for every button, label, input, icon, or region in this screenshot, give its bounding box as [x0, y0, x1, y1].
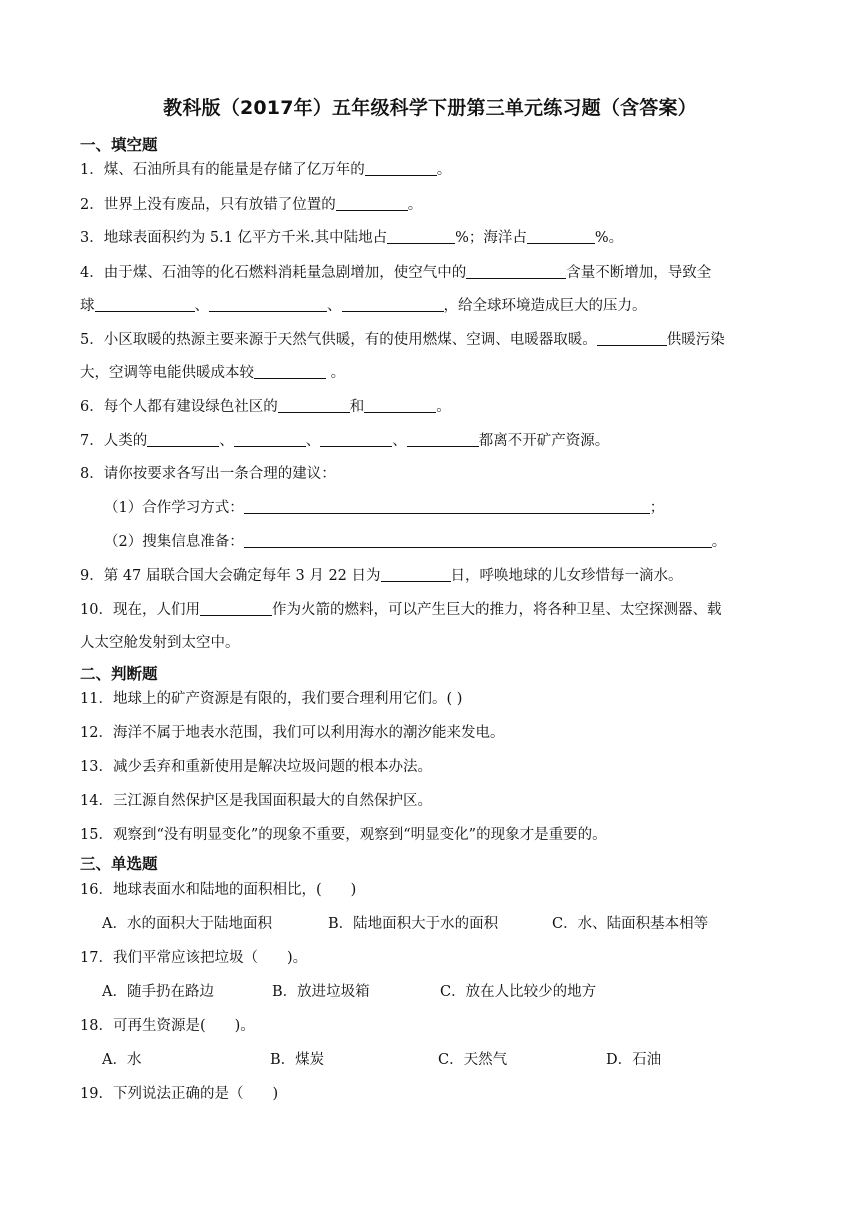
question-8: 8．请你按要求各写出一条合理的建议：	[80, 466, 336, 482]
answer-blank[interactable]	[244, 532, 712, 548]
question-10-line-1: 10．现在，人们用 作为火箭的燃料，可以产生巨大的推力，将各种卫星、太空探测器、载	[80, 602, 722, 618]
answer-blank[interactable]	[342, 296, 444, 312]
question-1: 1．煤、石油所具有的能量是存储了亿万年的 。	[80, 162, 452, 178]
answer-blank[interactable]	[200, 600, 272, 616]
answer-blank[interactable]	[365, 160, 437, 176]
question-7: 7．人类的 、 、 、 都离不开矿产资源。	[80, 433, 610, 449]
option-b[interactable]: B．煤炭	[270, 1052, 325, 1068]
question-18: 18．可再生资源是( )。	[80, 1018, 255, 1034]
question-8-item-1: （1）合作学习方式： ；	[104, 500, 665, 516]
question-6: 6．每个人都有建设绿色社区的 和 。	[80, 399, 451, 415]
answer-blank[interactable]	[320, 431, 392, 447]
option-a[interactable]: A．随手扔在路边	[102, 984, 214, 1000]
question-11: 11．地球上的矿产资源是有限的，我们要合理利用它们。( )	[80, 691, 463, 707]
question-13: 13．减少丢弃和重新使用是解决垃圾问题的根本办法。	[80, 759, 432, 775]
question-3: 3．地球表面积约为 5.1 亿平方千米.其中陆地占 %；海洋占 %。	[80, 230, 624, 246]
option-d[interactable]: D．石油	[606, 1052, 662, 1068]
question-4-line-1: 4．由于煤、石油等的化石燃料消耗量急剧增加，使空气中的 含量不断增加，导致全	[80, 265, 712, 281]
question-15: 15．观察到“没有明显变化”的现象不重要，观察到“明显变化”的现象才是重要的。	[80, 827, 607, 843]
answer-blank[interactable]	[244, 498, 650, 514]
answer-blank[interactable]	[407, 431, 479, 447]
question-4-line-2: 球 、 、 ，给全球环境造成巨大的压力。	[80, 298, 647, 314]
question-10-line-2: 人太空舱发射到太空中。	[80, 635, 240, 651]
option-a[interactable]: A．水的面积大于陆地面积	[102, 916, 272, 932]
answer-blank[interactable]	[387, 228, 455, 244]
answer-blank[interactable]	[364, 397, 436, 413]
question-5-line-2: 大，空调等电能供暖成本较 。	[80, 365, 346, 381]
question-8-item-2: （2）搜集信息准备： 。	[104, 534, 727, 550]
section-heading-true-false: 二、判断题	[80, 665, 158, 683]
option-c[interactable]: C．放在人比较少的地方	[440, 984, 597, 1000]
option-b[interactable]: B．陆地面积大于水的面积	[328, 916, 499, 932]
answer-blank[interactable]	[95, 296, 195, 312]
question-12: 12．海洋不属于地表水范围，我们可以利用海水的潮汐能来发电。	[80, 725, 505, 741]
answer-blank[interactable]	[209, 296, 327, 312]
question-19: 19．下列说法正确的是（ )	[80, 1086, 279, 1102]
option-c[interactable]: C．天然气	[438, 1052, 508, 1068]
section-heading-single-choice: 三、单选题	[80, 855, 158, 873]
question-17-options	[102, 982, 596, 1002]
question-17: 17．我们平常应该把垃圾（ )。	[80, 950, 308, 966]
option-c[interactable]: C．水、陆面积基本相等	[552, 916, 709, 932]
question-9: 9．第 47 届联合国大会确定每年 3 月 22 日为 日，呼唤地球的儿女珍惜每一滴水。	[80, 568, 683, 584]
question-5-line-1: 5．小区取暖的热源主要来源于天然气供暖，有的使用燃煤、空调、电暖器取暖。 供暖污染	[80, 332, 725, 348]
answer-blank[interactable]	[466, 263, 566, 279]
question-2: 2．世界上没有废品，只有放错了位置的 。	[80, 197, 423, 213]
answer-blank[interactable]	[336, 195, 408, 211]
section-heading-fill-blank: 一、填空题	[80, 136, 158, 154]
answer-blank[interactable]	[147, 431, 219, 447]
option-a[interactable]: A．水	[102, 1052, 142, 1068]
question-16-options	[102, 914, 708, 934]
question-14: 14．三江源自然保护区是我国面积最大的自然保护区。	[80, 793, 432, 809]
answer-blank[interactable]	[278, 397, 350, 413]
answer-blank[interactable]	[381, 566, 451, 582]
answer-blank[interactable]	[234, 431, 306, 447]
answer-blank[interactable]	[254, 363, 326, 379]
answer-blank[interactable]	[527, 228, 595, 244]
option-b[interactable]: B．放进垃圾箱	[272, 984, 370, 1000]
page-title: 教科版（2017年）五年级科学下册第三单元练习题（含答案）	[163, 97, 697, 119]
question-16: 16．地球表面水和陆地的面积相比，( )	[80, 882, 357, 898]
answer-blank[interactable]	[597, 330, 667, 346]
question-18-options	[102, 1050, 661, 1070]
